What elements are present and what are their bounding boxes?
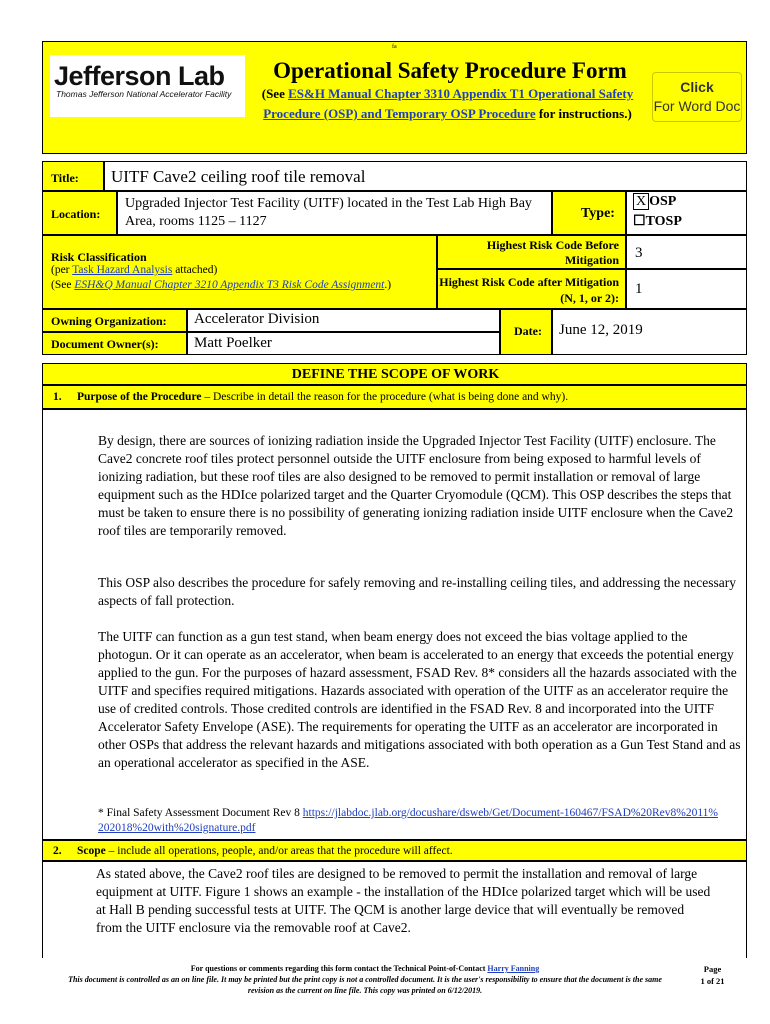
- scope-body: [42, 861, 747, 958]
- title-label: Title:: [51, 171, 79, 185]
- date-value: June 12, 2019: [559, 322, 643, 338]
- scope-paragraph: As stated above, the Cave2 roof tiles are designed to be removed to permit the installation and removal of large equipment at UITF. Figure 1 shows an example - the installation of the HDIce polarized target which will be used at Hall B pending successful tests at UITF. The QCM is another large device that will eventually be removed from the UITF enclosure via the removable roof at Cave2.: [96, 866, 711, 935]
- owner-value: Matt Poelker: [194, 335, 272, 351]
- risk-per-text: [51, 264, 217, 276]
- scope-line: [77, 845, 453, 857]
- logo-sub-text: Thomas Jefferson National Accelerator Facility: [56, 89, 232, 99]
- purpose-title: Purpose of the Procedure: [77, 391, 202, 403]
- osp-checkbox[interactable]: X: [633, 193, 649, 210]
- scope-title: Scope: [77, 845, 106, 857]
- page-label: Page: [703, 964, 722, 974]
- date-label-cell: [500, 309, 552, 355]
- title-value-cell: [104, 161, 747, 191]
- risk-see-prefix: (See: [51, 279, 75, 291]
- risk-per-prefix: (per: [51, 264, 73, 276]
- owner-label-cell: [42, 332, 187, 355]
- purpose-paragraph-2: This OSP also describes the procedure for safely removing and re-installing ceiling tiles, and addressing the necessary aspects of fall protection.: [98, 575, 736, 608]
- instructions-prefix: (See: [261, 86, 289, 101]
- fsad-link[interactable]: https://jlabdoc.jlab.org/docushare/dsweb/Get/Document-160467/FSAD%20Rev8%2011%202018%20with%20signature.pdf: [98, 807, 718, 834]
- page-number: 1 of 21: [700, 976, 725, 986]
- purpose-number: 1.: [53, 391, 62, 403]
- location-label-cell: [42, 191, 117, 235]
- manual-link[interactable]: ES&H Manual Chapter 3310 Appendix T1 Operational Safety Procedure (OSP) and Temporary OSP Procedure: [263, 86, 634, 121]
- purpose-paragraph-1: By design, there are sources of ionizing radiation inside the Upgraded Injector Test Facility (UITF) enclosure. The Cave2 concrete roof tiles protect personnel outside the UITF enclosure from being exposed to harmful levels of ionizing radiation, but these roof tiles are also designed to be removed to permit installation or removal of large equipment such as the HDIce polarized target and the Quarter Cryomodule (QCM). This OSP describes the steps that must be taken to ensure there is no possibility of generating ionizing radiation inside UITF enclosure when the Cave2 roof tiles are temporarily removed.: [98, 433, 734, 538]
- risk-label: Risk Classification: [51, 250, 147, 264]
- purpose-desc: – Describe in detail the reason for the procedure (what is being done and why).: [201, 391, 569, 403]
- location-value: Upgraded Injector Test Facility (UITF) located in the Test Lab High Bay Area, rooms 1125 – 1127: [125, 196, 532, 229]
- tosp-label: TOSP: [645, 214, 682, 229]
- page-indicator: [690, 963, 735, 987]
- scope-desc: – include all operations, people, and/or areas that the procedure will affect.: [105, 845, 453, 857]
- header-mark: fa: [392, 44, 397, 50]
- type-osp-option[interactable]: [633, 194, 676, 210]
- purpose-paragraph-3: The UITF can function as a gun test stand, when beam energy does not exceed the bias voltage applied to the photogun. Or it can operate as an accelerator, when beam is accelerated to an energy that exceeds the potential energy applied to the gun. For the purposes of hazard assessment, FSAD Rev. 8* considers all the hazards associated with the UITF and specifies required mitigations. Hazards associated with operation of the UITF as an accelerator require the use of credited controls. Those credited controls are identified in the FSAD Rev. 8 and incorporated into the UITF Accelerator Safety Envelope (ASE). The requirements for operating the UITF as an accelerator are incorporated in other OSPs that address the relevant hazards and mitigations associated with both operation as a Gun Test Stand and as an operational accelerator as specified in the ASE.: [98, 629, 741, 770]
- location-value-cell: [117, 191, 552, 235]
- osp-label: OSP: [649, 194, 677, 209]
- title-value: UITF Cave2 ceiling roof tile removal: [111, 167, 366, 186]
- scope-heading: DEFINE THE SCOPE OF WORK: [291, 367, 500, 382]
- location-label: Location:: [51, 207, 101, 221]
- type-label-cell: [552, 191, 626, 235]
- word-doc-label: For Word Doc: [653, 98, 741, 114]
- form-title: Operational Safety Procedure Form: [273, 58, 627, 83]
- after-value: 1: [635, 281, 643, 297]
- scope-row: [42, 840, 747, 861]
- risk-per-suffix: attached): [172, 264, 218, 276]
- word-doc-button[interactable]: [652, 72, 742, 122]
- risk-see-suffix: .): [384, 279, 392, 291]
- org-value-cell: [187, 309, 500, 332]
- footnote-prefix: * Final Safety Assessment Document Rev 8: [98, 807, 303, 819]
- contact-link[interactable]: Harry Fanning: [487, 964, 540, 973]
- before-label-cell: [437, 235, 626, 269]
- risk-see-text: [51, 279, 391, 291]
- type-options-cell: [626, 191, 747, 235]
- after-label-cell: [437, 269, 626, 309]
- type-label: Type:: [581, 206, 615, 221]
- org-value: Accelerator Division: [194, 311, 320, 327]
- purpose-body: [42, 409, 747, 840]
- task-hazard-link[interactable]: Task Hazard Analysis: [72, 264, 173, 276]
- click-label: Click: [680, 79, 714, 95]
- title-label-cell: [42, 161, 104, 191]
- footer: [60, 963, 670, 996]
- type-tosp-option[interactable]: [633, 213, 682, 230]
- footnote: [98, 806, 718, 836]
- purpose-line: [77, 391, 568, 403]
- owner-label: Document Owner(s):: [51, 337, 159, 351]
- footer-contact: [60, 963, 670, 974]
- header-instructions: [250, 84, 645, 124]
- purpose-row: [42, 385, 747, 409]
- date-label: Date:: [514, 324, 542, 338]
- footer-disclaimer: This document is controlled as an on line file. It may be printed but the print copy is not a controlled document. It is the user's responsibility to ensure that the document is the same revision as the current on line file. This copy was printed on 6/12/2019.: [68, 975, 662, 995]
- tosp-checkbox[interactable]: ☐: [633, 214, 646, 229]
- scope-heading-cell: [42, 363, 747, 385]
- before-value: 3: [635, 245, 643, 261]
- org-label-cell: [42, 309, 187, 332]
- after-value-cell: [626, 269, 747, 309]
- after-label: Highest Risk Code after Mitigation (N, 1, or 2):: [439, 275, 619, 305]
- date-value-cell: [552, 309, 747, 355]
- scope-number: 2.: [53, 845, 62, 857]
- footer-contact-text: For questions or comments regarding this form contact the Technical Point-of-Contact: [190, 964, 488, 973]
- owner-value-cell: [187, 332, 500, 355]
- risk-classification-cell: [42, 235, 437, 309]
- logo-main-text: Jefferson Lab: [54, 61, 225, 91]
- instructions-suffix: for instructions.): [535, 106, 632, 121]
- org-label: Owning Organization:: [51, 314, 167, 328]
- logo: [50, 55, 245, 117]
- before-label: Highest Risk Code Before Mitigation: [486, 238, 619, 267]
- risk-code-link[interactable]: ESH&Q Manual Chapter 3210 Appendix T3 Risk Code Assignment: [74, 279, 385, 291]
- before-value-cell: [626, 235, 747, 269]
